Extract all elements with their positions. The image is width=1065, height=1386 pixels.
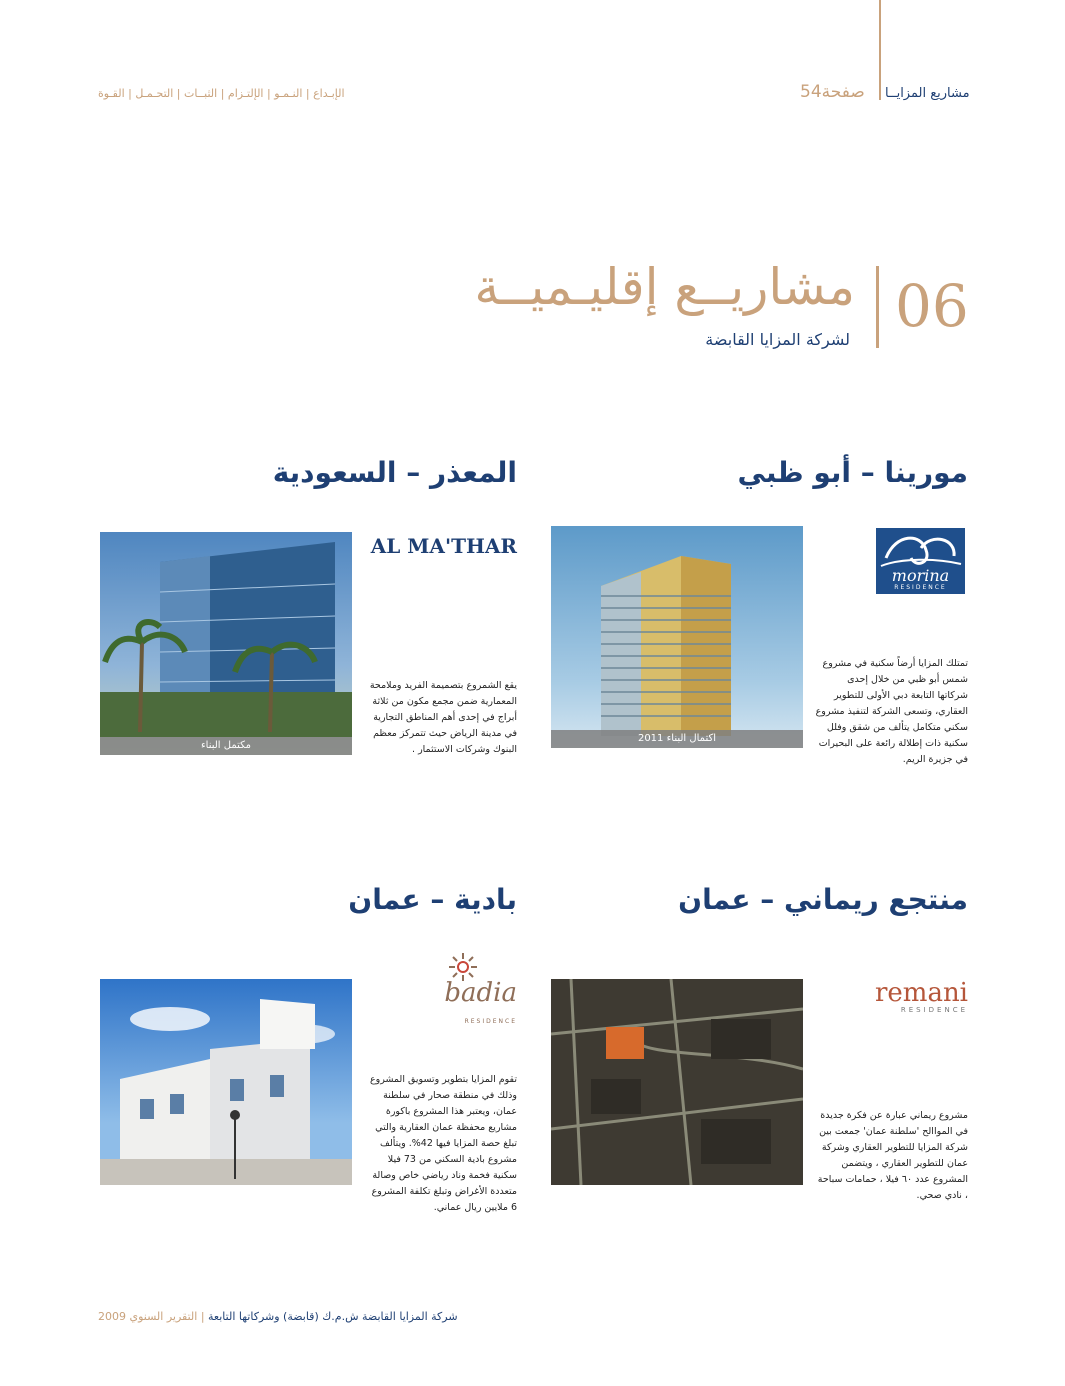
badia-logo bbox=[440, 950, 517, 1030]
footer-company: شركة المزايا القابضة ش.م.ك (قابضة) وشركاتها التابعة bbox=[208, 1310, 458, 1323]
morina-heading: مورينا – أبو ظبي bbox=[737, 456, 968, 489]
morina-description: تمتلك المزايا أرضاً سكنية في مشروع شمس أبو ظبي من خلال إحدى شركاتها التابعة دبي الأولى للتطوير العقاري، وتسعى الشركة لتنفيذ مشروع سكني متكامل يتألف من شقق وفلل سكنية ذات إطلالة رائعة على البحيرات في جزيرة الريم. bbox=[815, 658, 968, 765]
badia-heading: بادية – عمان bbox=[348, 883, 517, 916]
morina-logo-sub: RESIDENCE bbox=[894, 584, 947, 591]
footer bbox=[98, 1310, 458, 1323]
chapter-title: مشاريــع إقليـميــة bbox=[474, 258, 855, 316]
badia-logo-sub: RESIDENCE bbox=[464, 1018, 517, 1025]
almathar-description: يقع الشمروع بتصميمة الفريد وملامحة المعمارية ضمن مجمع مكون من ثلاثة أبراج في إحدى أهم المناطق التجارية في مدينة الرياض حيث تتمركز معظم البنوك وشركات الاستثمار . bbox=[369, 680, 517, 755]
remani-heading: منتجع ريماني – عمان bbox=[678, 883, 968, 916]
almathar-logo-text: AL MA'THAR bbox=[370, 534, 517, 558]
morina-photo-caption: اكتمال البناء 2011 bbox=[551, 730, 803, 748]
remani-map-photo bbox=[551, 979, 803, 1185]
almathar-building-illustration bbox=[100, 532, 352, 755]
morina-logo bbox=[876, 528, 965, 594]
almathar-heading: المعذر – السعودية bbox=[272, 456, 517, 489]
remani-logo-sub: RESIDENCE bbox=[900, 1006, 968, 1014]
morina-logo-text: morina bbox=[891, 566, 950, 585]
almathar-photo bbox=[100, 532, 352, 755]
badia-description: تقوم المزايا بتطوير وتسويق المشروع وذلك في منطقة صحار في سلطنة عمان، ويعتبر هذا المشروع باكورة مشاريع محفظة عمان العقارية والتي تبلغ حصة المزايا فيها 42%. ويتألف مشروع بادية السكني من 73 فيلا سكنية فخمة وناد رياضي خاص وصالة متعددة الأغراض وتبلغ تكلفة المشروع 6 ملايين ريال عماني. bbox=[369, 1074, 517, 1213]
header-divider bbox=[879, 0, 881, 100]
header-section-title: مشاريع المزايــا bbox=[885, 86, 970, 101]
badia-photo bbox=[100, 979, 352, 1185]
chapter-number: 06 bbox=[895, 272, 969, 340]
badia-logo-text: badia bbox=[444, 978, 517, 1008]
chapter-divider bbox=[876, 266, 879, 348]
chapter-subtitle: لشركة المزايا القابضة bbox=[705, 330, 850, 349]
remani-description: مشروع ريماني عبارة عن فكرة جديدة في المواالح 'سلطنة عمان' جمعت بين شركة المزايا للتطوير العقاري وشركة عمان للتطوير العقاري ، ويتضمن المشروع عدد ٦٠ فيلا ، حمامات سباحة ، نادي صحي. bbox=[817, 1110, 968, 1201]
remani-logo-text: remani bbox=[874, 978, 968, 1008]
almathar-photo-caption: مكتمل البناء bbox=[100, 737, 352, 755]
header-tagline: الإبـداع | النـمـو | الإلتـزام | الثبــات | التحـمـل | القـوة bbox=[98, 87, 345, 100]
header-page-number: صفحة54 bbox=[800, 82, 865, 102]
morina-tower-illustration bbox=[551, 526, 803, 748]
remani-satellite-illustration bbox=[551, 979, 803, 1185]
footer-report: | التقرير السنوي 2009 bbox=[98, 1310, 205, 1323]
morina-photo bbox=[551, 526, 803, 748]
badia-villa-illustration bbox=[100, 979, 352, 1185]
